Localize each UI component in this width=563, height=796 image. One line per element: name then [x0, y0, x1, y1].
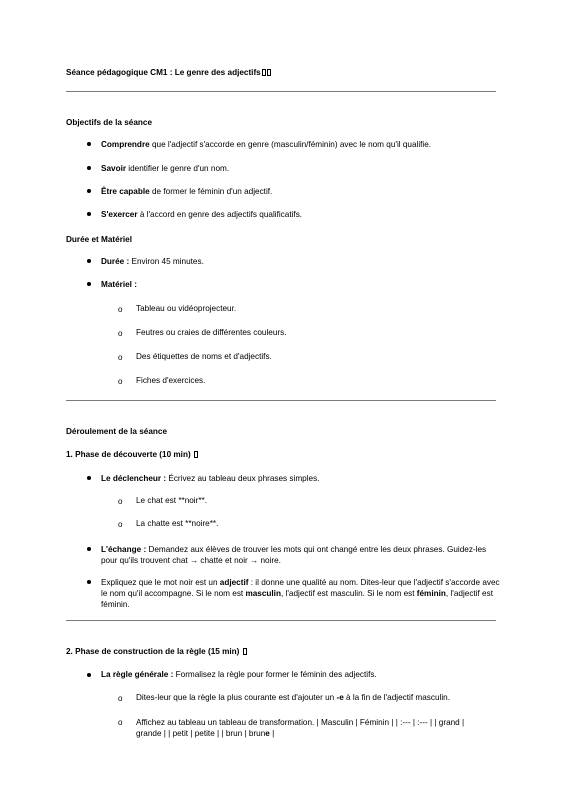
duration-item — [101, 257, 204, 266]
emoji-placeholder-icon — [242, 647, 247, 656]
explique-item — [101, 577, 501, 610]
explique-text: , l'adjectif est féminin. — [101, 589, 493, 609]
objective-text: que l'adjectif s'accorde en genre (masculin/féminin) avec le nom qu'il qualifie. — [149, 140, 432, 149]
materiel-item: Des étiquettes de noms et d'adjectifs. — [136, 352, 272, 361]
circle-bullet-icon: o — [118, 305, 123, 314]
echange-label: L'échange : — [101, 545, 147, 554]
objective-item — [101, 187, 272, 196]
declencheur-label: Le déclencheur : — [101, 474, 167, 483]
circle-bullet-icon: o — [118, 694, 123, 703]
regle-subitem-bold: -e — [336, 693, 344, 702]
regle-subitem-text: | — [269, 729, 275, 738]
regle-item — [101, 670, 377, 679]
explique-bold: adjectif — [219, 578, 249, 587]
page-title — [66, 68, 271, 77]
objective-bold: S'exercer — [101, 210, 138, 219]
section-heading-duration: Durée et Matériel — [66, 235, 132, 244]
objective-bold: Être capable — [101, 187, 150, 196]
regle-subitem-text: Affichez au tableau un tableau de transformation. | Masculin | Féminin | | :--- | :--- | | grand | grande | | petit | petite | | brun | brun — [136, 718, 465, 738]
divider — [66, 620, 496, 621]
objective-bold: Comprendre — [101, 140, 150, 149]
echange-item — [101, 544, 501, 566]
bullet-icon — [87, 580, 91, 584]
circle-bullet-icon: o — [118, 718, 123, 727]
objective-text: à l'accord en genre des adjectifs qualificatifs. — [137, 210, 303, 219]
bullet-icon — [87, 476, 91, 480]
phase1-title-text: 1. Phase de découverte (10 min) — [66, 450, 191, 459]
circle-bullet-icon: o — [118, 329, 123, 338]
materiel-item: Feutres ou craies de différentes couleurs. — [136, 328, 287, 337]
explique-bold: féminin — [416, 589, 446, 598]
example-phrase: Le chat est **noir**. — [136, 496, 208, 505]
materiel-label: Matériel : — [101, 280, 137, 289]
bullet-icon — [87, 282, 91, 286]
objective-text: de former le féminin d'un adjectif. — [149, 187, 273, 196]
regle-subitem-text: à la fin de l'adjectif masculin. — [343, 693, 450, 702]
regle-label: La règle générale : — [101, 670, 174, 679]
objective-bold: Savoir — [101, 164, 127, 173]
explique-bold: masculin — [245, 589, 281, 598]
circle-bullet-icon: o — [118, 353, 123, 362]
regle-subitem — [136, 693, 450, 702]
duration-text: Environ 45 minutes. — [129, 257, 204, 266]
section-heading-deroulement: Déroulement de la séance — [66, 427, 168, 436]
example-phrase: La chatte est **noire**. — [136, 519, 219, 528]
explique-text: : il donne une qualité au nom. Dites-leur que l'adjectif s'accorde avec le nom qu'il accompagne. Si le nom est — [101, 578, 500, 598]
bullet-icon — [87, 142, 91, 146]
regle-text: Formalisez la règle pour former le féminin des adjectifs. — [173, 670, 377, 679]
objective-item — [101, 140, 431, 149]
divider — [66, 91, 496, 92]
bullet-icon — [87, 259, 91, 263]
circle-bullet-icon: o — [118, 377, 123, 386]
regle-subitem-bold: e — [265, 729, 270, 738]
regle-subitem-text: Dites-leur que la règle la plus courante est d'ajouter un — [136, 693, 337, 702]
echange-text: Demandez aux élèves de trouver les mots qui ont changé entre les deux phrases. Guidez-les pour qu'ils trouvent chat → chatte et noir → noire. — [101, 545, 487, 565]
page-title-text: Séance pédagogique CM1 : Le genre des adjectifs — [66, 68, 261, 77]
bullet-icon — [87, 189, 91, 193]
explique-text: Expliquez que le mot noir est un — [101, 578, 220, 587]
bullet-icon — [87, 166, 91, 170]
declencheur-text: Écrivez au tableau deux phrases simples. — [166, 474, 320, 483]
bullet-icon — [87, 673, 91, 677]
explique-text: , l'adjectif est masculin. Si le nom est — [280, 589, 417, 598]
phase2-title-text: 2. Phase de construction de la règle (15 min) — [66, 647, 240, 656]
materiel-item: Fiches d'exercices. — [136, 376, 206, 385]
circle-bullet-icon: o — [118, 497, 123, 506]
regle-subitem — [136, 717, 482, 739]
materiel-item: Tableau ou vidéoprojecteur. — [136, 304, 237, 313]
circle-bullet-icon: o — [118, 520, 123, 529]
duration-label: Durée : — [101, 257, 130, 266]
declencheur-item — [101, 474, 319, 483]
objective-item — [101, 164, 229, 173]
phase2-title — [66, 647, 247, 656]
objective-item — [101, 210, 302, 219]
divider — [66, 400, 496, 401]
bullet-icon — [87, 547, 91, 551]
phase1-title — [66, 450, 198, 459]
emoji-placeholder-icon — [261, 68, 271, 77]
emoji-placeholder-icon — [193, 450, 198, 459]
section-heading-objectives: Objectifs de la séance — [66, 118, 153, 127]
bullet-icon — [87, 212, 91, 216]
objective-text: identifier le genre d'un nom. — [126, 164, 230, 173]
